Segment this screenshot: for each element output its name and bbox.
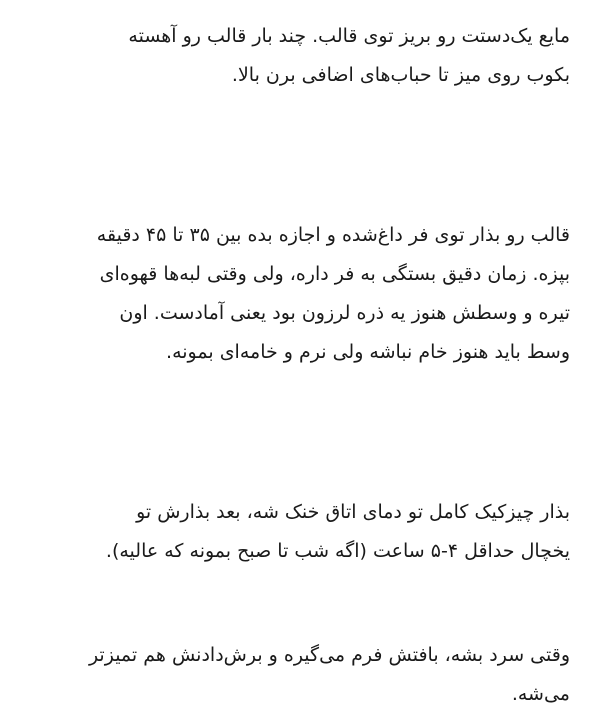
text-line: بپزه. زمان دقیق بستگی به فر داره، ولی وقتی لبه‌ها قهوه‌ای bbox=[99, 263, 570, 285]
step-pour-batter-paragraph bbox=[25, 17, 570, 95]
text-line: قالب رو بذار توی فر داغ‌شده و اجازه بده بین ۳۵ تا ۴۵ دقیقه bbox=[96, 224, 570, 246]
text-line: بذار چیزکیک کامل تو دمای اتاق خنک شه، بعد بذارش تو bbox=[136, 501, 570, 523]
step-bake-paragraph bbox=[25, 216, 570, 372]
step-cool-refrigerate-paragraph bbox=[25, 493, 570, 571]
text-line: وقتی سرد بشه، بافتش فرم می‌گیره و برش‌دادنش هم تمیزتر bbox=[88, 644, 570, 666]
text-line: بکوب روی میز تا حباب‌های اضافی برن بالا. bbox=[231, 64, 570, 86]
text-line: وسط باید هنوز خام نباشه ولی نرم و خامه‌ای بمونه. bbox=[166, 341, 570, 363]
step-texture-note-paragraph bbox=[25, 636, 570, 714]
text-line: مایع یک‌دستت رو بریز توی قالب. چند بار قالب رو آهسته bbox=[128, 25, 570, 47]
text-line: می‌شه. bbox=[511, 683, 570, 705]
text-line: تیره و وسطش هنوز یه ذره لرزون بود یعنی آمادست. اون bbox=[119, 302, 570, 324]
text-line: یخچال حداقل ۴-۵ ساعت (اگه شب تا صبح بمونه که عالیه). bbox=[105, 540, 570, 562]
